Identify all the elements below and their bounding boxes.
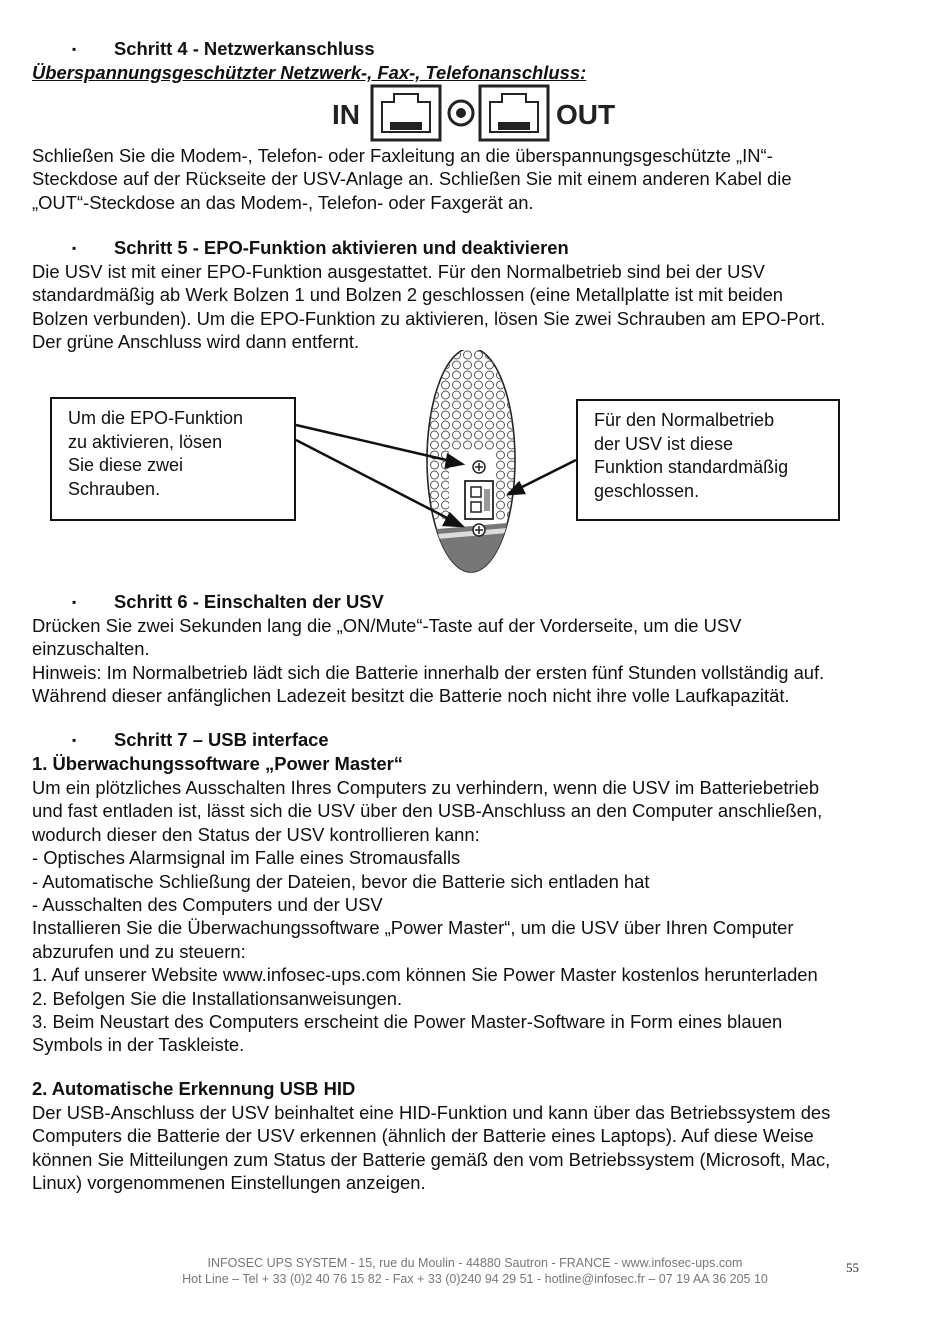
text-line: standardmäßig ab Werk Bolzen 1 und Bolzen 2 geschlossen (eine Metallplatte ist mit beiden [32,284,784,306]
callout-line: geschlossen. [594,480,700,501]
bullet-icon: ▪ [72,42,77,56]
page-number: 55 [846,1260,859,1275]
text-line: - Optisches Alarmsignal im Falle eines Stromausfalls [32,847,461,869]
step7-sub1-paragraph [32,776,918,1057]
text-line: abzurufen und zu steuern: [32,940,246,962]
step4-paragraph [32,144,918,214]
step6-heading-text: Schritt 6 - Einschalten der USV [114,591,384,612]
step4-subheading-text: Überspannungsgeschützter Netzwerk-, Fax-, Telefonanschluss: [32,62,587,83]
text-line: „OUT“-Steckdose an das Modem-, Telefon- oder Faxgerät an. [32,191,534,213]
text-line: Um ein plötzliches Ausschalten Ihres Computers zu verhindern, wenn die USV im Batteriebetrieb [32,777,820,798]
step7-heading-text: Schritt 7 – USB interface [114,729,329,750]
step4-heading [72,37,375,61]
text-line: 1. Auf unserer Website www.infosec-ups.com können Sie Power Master kostenlos herunterladen [32,964,818,986]
text-line: Der grüne Anschluss wird dann entfernt. [32,331,360,353]
step6-paragraph [32,614,918,708]
text-line: und fast entladen ist, lässt sich die USV über den USB-Anschluss an den Computer anschließen, [32,800,823,822]
callout-line: Funktion standardmäßig [594,457,789,477]
text-line: einzuschalten. [32,638,150,660]
bullet-icon: ▪ [72,241,77,255]
text-line: Schließen Sie die Modem-, Telefon- oder Faxleitung an die überspannungsgeschützte „IN“- [32,145,773,166]
step5-heading [72,236,569,260]
text-line: Linux) vorgenommenen Einstellungen anzeigen. [32,1172,426,1194]
footer-address: INFOSEC UPS SYSTEM - 15, rue du Moulin - 44880 Sautron - FRANCE - www.infosec-ups.com [207,1256,743,1270]
step7-sub2-paragraph [32,1101,918,1195]
callout-line: Für den Normalbetrieb [594,410,775,430]
text-line: 2. Befolgen Sie die Installationsanweisungen. [32,987,403,1009]
step7-sub1-heading: 1. Überwachungssoftware „Power Master“ [32,753,403,774]
bullet-icon: ▪ [72,733,77,747]
callout-line: Sie diese zwei [68,455,184,475]
text-line: Computers die Batterie der USV erkennen (ähnlich der Batterie eines Laptops). Auf diese Weise [32,1125,814,1147]
step4-heading-text: Schritt 4 - Netzwerkanschluss [114,38,375,59]
footer-contact: Hot Line – Tel + 33 (0)2 40 76 15 82 - Fax + 33 (0)240 94 29 51 - hotline@infosec.fr – 07 19 AA 36 205 10 [182,1272,768,1286]
step5-paragraph [32,260,918,354]
step5-heading-text: Schritt 5 - EPO-Funktion aktivieren und deaktivieren [114,237,569,258]
text-line: Steckdose auf der Rückseite der USV-Anlage an. Schließen Sie mit einem anderen Kabel die [32,168,792,190]
callout-right [576,399,840,521]
text-line: 3. Beim Neustart des Computers erscheint die Power Master-Software in Form eines blauen [32,1011,783,1033]
text-line: Hinweis: Im Normalbetrieb lädt sich die Batterie innerhalb der ersten fünf Stunden vollständig auf. [32,661,825,683]
step7-sub2-heading: 2. Automatische Erkennung USB HID [32,1078,356,1099]
text-line: - Automatische Schließung der Dateien, bevor die Batterie sich entladen hat [32,870,650,892]
step6-heading [72,590,384,614]
text-line: Während dieser anfänglichen Ladezeit besitzt die Batterie noch nicht ihre volle Laufkapazität. [32,685,790,707]
callout-line: Um die EPO-Funktion [68,408,244,428]
text-line: Drücken Sie zwei Sekunden lang die „ON/Mute“-Taste auf der Vorderseite, um die USV [32,615,742,636]
text-line: Installieren Sie die Überwachungssoftware „Power Master“, um die USV über Ihren Computer [32,917,794,939]
text-line: Der USB-Anschluss der USV beinhaltet eine HID-Funktion und kann über das Betriebssystem des [32,1102,831,1123]
text-line: Symbols in der Taskleiste. [32,1034,245,1056]
callout-line: zu aktivieren, lösen [68,431,223,452]
step4-subheading [32,61,918,84]
text-line: wodurch dieser den Status der USV kontrollieren kann: [32,823,480,845]
text-line: können Sie Mitteilungen zum Status der Batterie gemäß den vom Betriebssystem (Microsoft, Mac, [32,1148,831,1170]
bullet-icon: ▪ [72,595,77,609]
network-port-diagram [330,84,620,144]
port-out-label: OUT [556,99,616,130]
text-line: - Ausschalten des Computers und der USV [32,894,383,916]
callout-line: Schrauben. [68,478,161,499]
port-in-label: IN [332,99,360,130]
callout-line: der USV ist diese [594,433,734,454]
text-line: Die USV ist mit einer EPO-Funktion ausgestattet. Für den Normalbetrieb sind bei der USV [32,261,765,282]
step7-heading [72,728,329,752]
ups-rear-panel [425,350,520,580]
text-line: Bolzen verbunden). Um die EPO-Funktion zu aktivieren, lösen Sie zwei Schrauben am EPO-Port. [32,307,826,329]
callout-left [50,397,296,521]
